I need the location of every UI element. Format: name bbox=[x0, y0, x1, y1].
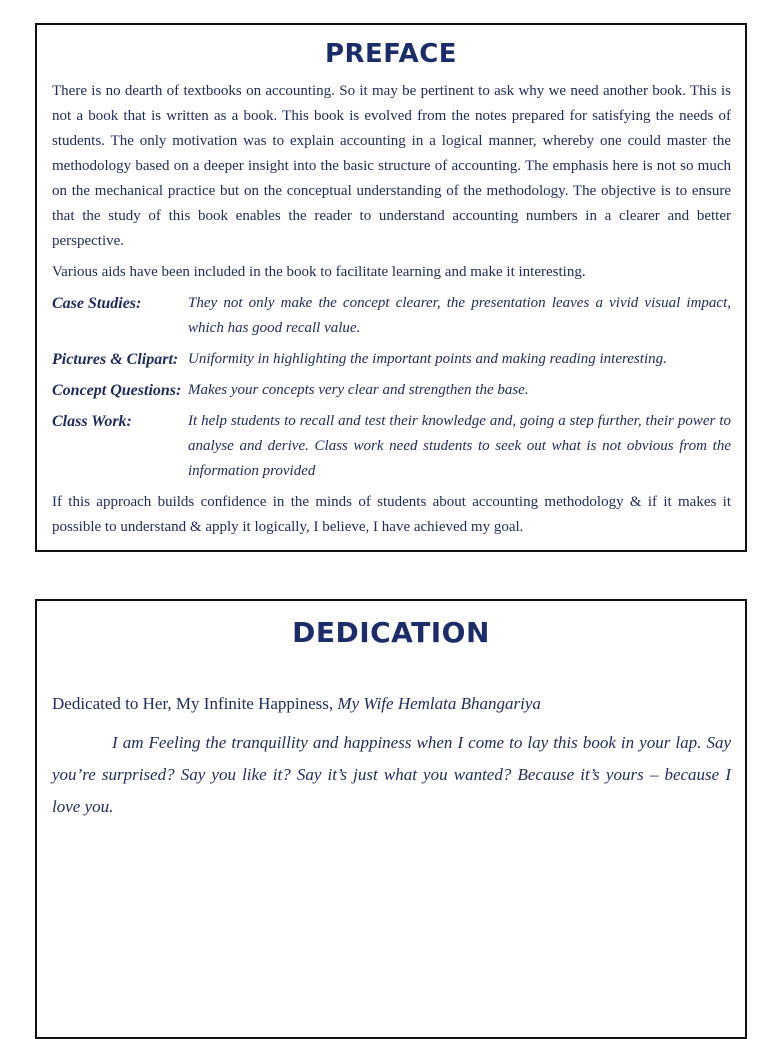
preface-closing: If this approach builds confidence in the minds of students about accounting methodology & if it makes it possible to understand & apply it logically, I believe, I have achieved my goal. bbox=[52, 494, 731, 535]
aid-term: Pictures & Clipart: bbox=[52, 351, 179, 368]
aid-description: It help students to recall and test their knowledge and, going a step further, their power to analyse and derive. Class work need students to seek out what is not obvious from the information provided bbox=[188, 413, 731, 479]
preface-body bbox=[37, 79, 745, 540]
aid-description: Makes your concepts very clear and strengthen the base. bbox=[188, 382, 529, 398]
dedication-line-prefix: Dedicated to Her, My Infinite Happiness, bbox=[52, 694, 338, 713]
dedication-body bbox=[37, 691, 745, 823]
preface-paragraph-aids: Various aids have been included in the book to facilitate learning and make it interesting. bbox=[52, 264, 586, 280]
aid-term: Case Studies: bbox=[52, 295, 142, 312]
dedication-title: DEDICATION bbox=[292, 616, 490, 649]
preface-paragraph-intro: There is no dearth of textbooks on accounting. So it may be pertinent to ask why we need another book. This is not a book that is written as a book. This book is evolved from the notes prepared for satisfying the needs of students. The only motivation was to explain accounting in a logical manner, whereby one could master the methodology based on a deeper insight into the basic structure of accounting. The emphasis here is not so much on the mechanical practice but on the conceptual understanding of the methodology. The objective is to ensure that the study of this book enables the reader to understand accounting numbers in a clearer and better perspective. bbox=[52, 83, 731, 249]
aid-item-pictures-clipart bbox=[52, 347, 731, 372]
aid-term: Class Work: bbox=[52, 413, 132, 430]
aid-description: They not only make the concept clearer, the presentation leaves a vivid visual impact, which has good recall value. bbox=[188, 295, 731, 336]
aid-item-class-work bbox=[52, 409, 731, 484]
aid-term: Concept Questions: bbox=[52, 382, 182, 399]
preface-section bbox=[35, 23, 747, 552]
dedication-line bbox=[52, 691, 731, 717]
preface-title: PREFACE bbox=[324, 39, 458, 69]
dedication-recipient: My Wife Hemlata Bhangariya bbox=[337, 694, 541, 713]
dedication-section bbox=[35, 599, 747, 1039]
aid-item-case-studies bbox=[52, 291, 731, 341]
dedication-message: I am Feeling the tranquillity and happiness when I come to lay this book in your lap. Say you’re surprised? Say you like it? Say it’s just what you wanted? Because it’s yours – because I love you. bbox=[52, 733, 731, 816]
aid-description: Uniformity in highlighting the important points and making reading interesting. bbox=[188, 351, 667, 367]
aid-item-concept-questions bbox=[52, 378, 731, 403]
